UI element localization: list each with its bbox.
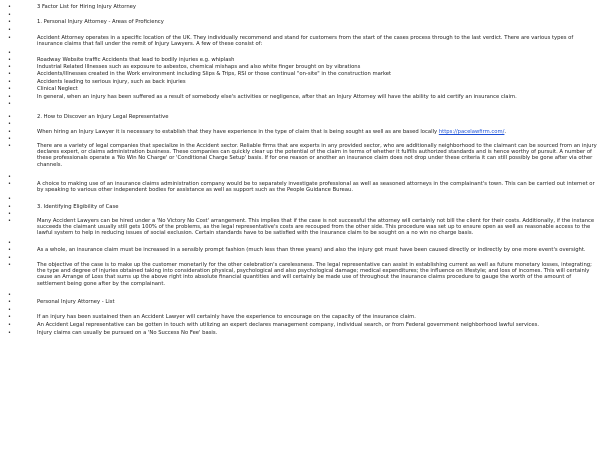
bullet: • [8, 181, 11, 187]
paragraph: As a whole, an insurance claim must be increased in a sensibly prompt fashion (much less than three years) and also the injury got must have been caused directly or indirectly by one more event's oversight. [37, 247, 586, 253]
bullet: • [8, 211, 11, 217]
bullet: • [8, 136, 11, 142]
bullet: • [8, 143, 11, 149]
document-title: 3 Factor List for Hiring Injury Attorney [37, 4, 136, 10]
bullet: • [8, 292, 11, 298]
paragraph: In general, when an injury has been suffered as a result of somebody else's activities or negligence, after that an Injury Attorney will have the ability to aid certify an insurance claim. [37, 94, 517, 100]
paragraph [37, 129, 597, 135]
bullet: • [8, 121, 11, 127]
bullet: • [8, 19, 11, 25]
bullet: • [8, 4, 11, 10]
section-heading: Personal Injury Attorney - List [37, 299, 115, 305]
bullet: • [8, 86, 11, 92]
item-text: Industrial Related Illnesses such as exposure to asbestos, chemical mishaps and also white finger brought on by vibrations [37, 64, 361, 70]
bullet: • [8, 174, 11, 180]
paragraph-text: When hiring an Injury Lawyer it is necessary to establish that they have experience in the type of claim that is being sought as well as are based locally [37, 129, 439, 135]
bullet: • [8, 94, 11, 100]
bullet: • [8, 12, 11, 18]
bullet: • [8, 204, 11, 210]
item-text: Accidents leading to serious injury, such as back injuries [37, 79, 186, 85]
bullet: • [8, 218, 11, 224]
bullet: • [8, 35, 11, 41]
paragraph: Many Accident Lawyers can be hired under a 'No Victory No Cost' arrangement. This implies that if the case is not successful the attorney will certainly not bill the client for their costs. Additionally, if the instance succeeds the claimant usually still gets 100% of the problems, as the legal representative's costs are recouped from the other side. This procedure was set up to ensure open as well as reasonable access to the lawful system to help in reducing issues of social exclusion. Certain standards have to be satisfied with the insurance claim to be sought on a no win no charge basis. [37, 218, 595, 237]
bullet: • [8, 129, 11, 135]
bullet: • [8, 330, 11, 336]
bullet: • [8, 247, 11, 253]
item-text: Roadway Website traffic Accidents that lead to bodily injuries e.g. whiplash [37, 57, 235, 63]
bullet: • [8, 307, 11, 313]
paragraph-text-end: . [504, 129, 507, 135]
bullet: • [8, 196, 11, 202]
bullet: • [8, 71, 11, 77]
section-heading: 2. How to Discover an Injury Legal Representative [37, 114, 169, 120]
bullet: • [8, 50, 11, 56]
bullet: • [8, 64, 11, 70]
item-text: If an injury has been sustained then an Accident Lawyer will certainly have the experience to encourage on the capacity of the insurance claim. [37, 314, 416, 320]
paragraph: There are a variety of legal companies that specialize in the Accident sector. Reliable firms that are experts in any provided sector, who are additionally neighborhood to the claimant can be sourced from an injury declares expert, or claims administration business. These companies can quickly clear up the potential of the claim in terms of whether it fulfills authorized standards and is hence worthy of pursuit. A number of these professionals operate a 'No Win No Charge' or 'Conditional Charge Setup' basis. If for one reason or another an insurance claim does not drop under these criteria it can still possibly be gone after via other channels. [37, 143, 597, 168]
bullet: • [8, 114, 11, 120]
bullet: • [8, 101, 11, 107]
item-text: Accidents/Illnesses created in the Work environment including Slips & Trips, RSI or those continual "on-site" in the construction market [37, 71, 392, 77]
bullet: • [8, 314, 11, 320]
section-heading: 1. Personal Injury Attorney - Areas of Proficiency [37, 19, 164, 25]
bullet: • [8, 322, 11, 328]
bullet: • [8, 262, 11, 268]
pacelawfirm-link[interactable]: https://pacelawfirm.com/ [438, 129, 505, 135]
item-text: An Accident Legal representative can be gotten in touch with utilizing an expert declares management company, individual search, or from Federal government neighborhood lawful services. [37, 322, 540, 328]
bullet: • [8, 255, 11, 261]
paragraph: A choice to making use of an insurance claims administration company would be to separately investigate professional as well as seasoned attorneys in the complainant's town. This can be carried out internet or by speaking to various other independent bodies for assistance as well as support such as the People Guidance Bureau. [37, 181, 595, 194]
bullet: • [8, 299, 11, 305]
paragraph: The objective of the case is to make up the customer monetarily for the other celebration's carelessness. The legal representative can assist in establishing current as well as future monetary losses, integrating; the type and degree of injuries obtained taking into consideration physical, psychological and also psychological damage; medical expenditures; the influence on lifestyle; and loss of incomes. This will certainly cause an Arrange of Loss that sums up the above right into absolute financial quantities and will certainly be made use of throughout the insurance claims procedure to gauge the worth of the amount of settlement being gone after by the complainant. [37, 262, 592, 287]
item-text: Clinical Neglect [37, 86, 78, 92]
bullet: • [8, 57, 11, 63]
section-heading: 3. Identifying Eligibility of Case [37, 204, 119, 210]
paragraph: Accident Attorney operates in a specific location of the UK. They individually recommend and stand for customers from the start of the cases process through to the last verdict. There are various types of insurance claims that fall under the remit of Injury Lawyers. A few of these consist of: [37, 35, 574, 48]
bullet: • [8, 27, 11, 33]
bullet: • [8, 240, 11, 246]
item-text: Injury claims can usually be pursued on a 'No Success No Fee' basis. [37, 330, 218, 336]
bullet: • [8, 79, 11, 85]
